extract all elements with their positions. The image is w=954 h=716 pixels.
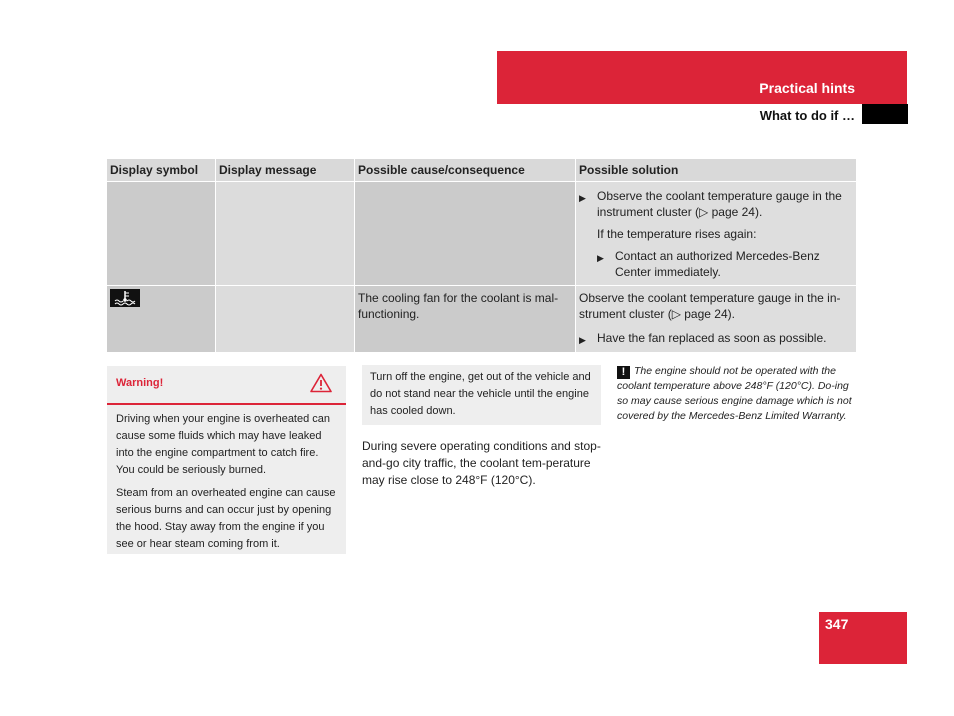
solution-step-text: Have the fan replaced as soon as possible. [597,331,827,345]
caution-text: The engine should not be operated with the coolant temperature above 248°F (120°C). Do-ing so may cause serious engine damage which is not covered by the Mercedes-Benz Limited Warranty. [617,365,852,422]
cause-cell: The cooling fan for the coolant is mal-functioning. [354,286,575,352]
solution-text: Observe the coolant temperature gauge in the in-strument cluster (▷ page 24). [579,291,841,321]
solution-substep-text: Contact an authorized Mercedes-Benz Center immediately. [615,249,820,279]
bullet-arrow-icon: ▶ [597,253,604,263]
warning-body [107,405,346,553]
caution-icon: ! [617,366,630,379]
column-header-cause: Possible cause/consequence [354,159,575,182]
warning-paragraph: Driving when your engine is overheated can cause some fluids which may have leaked into the engine compartment to catch fire. You could be seriously burned. [116,413,331,476]
thumb-tab [862,104,908,124]
body-paragraph: During severe operating conditions and stop-and-go city traffic, the coolant tem-perature may rise close to 248°F (120°C). [362,439,601,487]
symbol-cell [107,286,215,352]
cause-cell [354,182,575,286]
subsection-title: What to do if … [759,108,855,123]
warning-triangle-icon [310,373,332,398]
column-header-display-symbol: Display symbol [107,159,215,182]
section-title: Practical hints [759,80,855,96]
warning-paragraph: Steam from an overheated engine can cause serious burns and can occur just by opening the hood. Stay away from the engine if you see or hear steam coming from it. [116,487,336,550]
solution-cell [575,286,856,352]
symbol-cell [107,182,215,286]
header-band [497,51,907,104]
warning-header [107,366,346,405]
note-text: Turn off the engine, get out of the vehicle and do not stand near the vehicle until the engine has cooled down. [370,371,591,417]
message-cell [215,286,354,352]
column-header-display-message: Display message [215,159,354,182]
warning-title: Warning! [116,377,164,389]
solution-step [579,330,853,348]
page-number: 347 [825,616,849,632]
solution-condition: If the temperature rises again: [597,227,757,241]
bullet-arrow-icon: ▶ [579,335,586,345]
bullet-arrow-icon: ▶ [579,193,586,203]
table-row [107,286,856,352]
caution-note [617,364,857,424]
table-header-row [107,159,856,182]
solution-substep [579,248,853,280]
column-header-solution: Possible solution [575,159,856,182]
display-message-table [107,159,856,352]
solution-step [579,188,853,220]
table-row [107,182,856,286]
solution-cell [575,182,856,286]
note-box [362,365,601,425]
coolant-temperature-icon [110,289,140,307]
warning-box [107,366,346,554]
message-cell [215,182,354,286]
solution-step-text: Observe the coolant temperature gauge in the instrument cluster (▷ page 24). [597,189,842,219]
